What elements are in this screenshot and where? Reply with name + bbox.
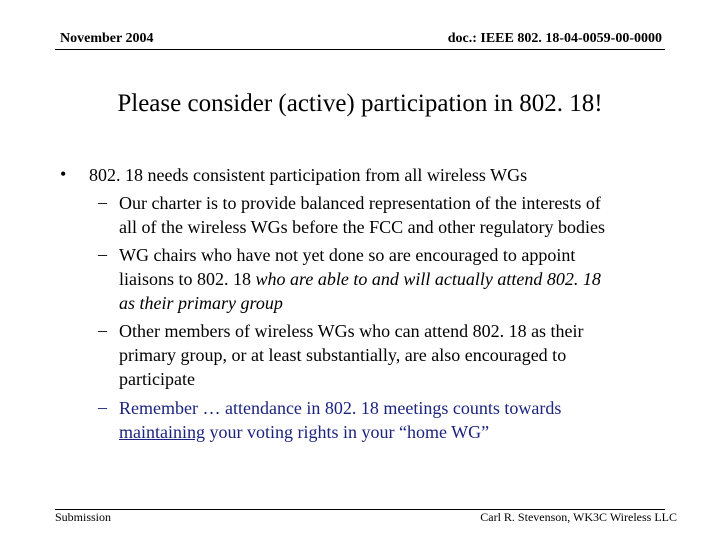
subbullet-line: participate: [119, 369, 195, 389]
bullet-text: 802. 18 needs consistent participation from all wireless WGs: [89, 165, 528, 185]
bullet-marker: •: [60, 164, 67, 184]
subbullet-line: [119, 268, 601, 290]
subbullet-text: liaisons to 802. 18: [119, 269, 256, 289]
subbullet-dash: –: [98, 320, 107, 340]
subbullet-line: as their primary group: [119, 293, 283, 313]
underlined-text: maintaining: [119, 422, 205, 442]
subbullet-line: [119, 421, 489, 443]
subbullet-dash: –: [98, 397, 107, 417]
subbullet-line: all of the wireless WGs before the FCC and other regulatory bodies: [119, 217, 606, 237]
subbullet-dash: –: [98, 244, 107, 264]
subbullet-line: Our charter is to provide balanced representation of the interests of: [119, 193, 601, 213]
subbullet-italic-text: who are able to and will actually attend 802. 18: [255, 269, 601, 289]
footer-submission: Submission: [55, 510, 112, 524]
header-date: November 2004: [60, 31, 154, 46]
subbullet-line: WG chairs who have not yet done so are encouraged to appoint: [119, 245, 576, 265]
footer-author: Carl R. Stevenson, WK3C Wireless LLC: [480, 510, 677, 524]
subbullet-line: Remember … attendance in 802. 18 meetings counts towards: [119, 398, 562, 418]
slide-title: Please consider (active) participation in 802. 18!: [117, 90, 603, 117]
header-doc-id: doc.: IEEE 802. 18-04-0059-00-0000: [447, 31, 662, 46]
subbullet-dash: –: [98, 192, 107, 212]
subbullet-text: your voting rights in your “home WG”: [204, 422, 490, 442]
header-rule: [55, 49, 665, 50]
subbullet-line: primary group, or at least substantially, are also encouraged to: [119, 345, 567, 365]
subbullet-line: Other members of wireless WGs who can attend 802. 18 as their: [119, 321, 584, 341]
